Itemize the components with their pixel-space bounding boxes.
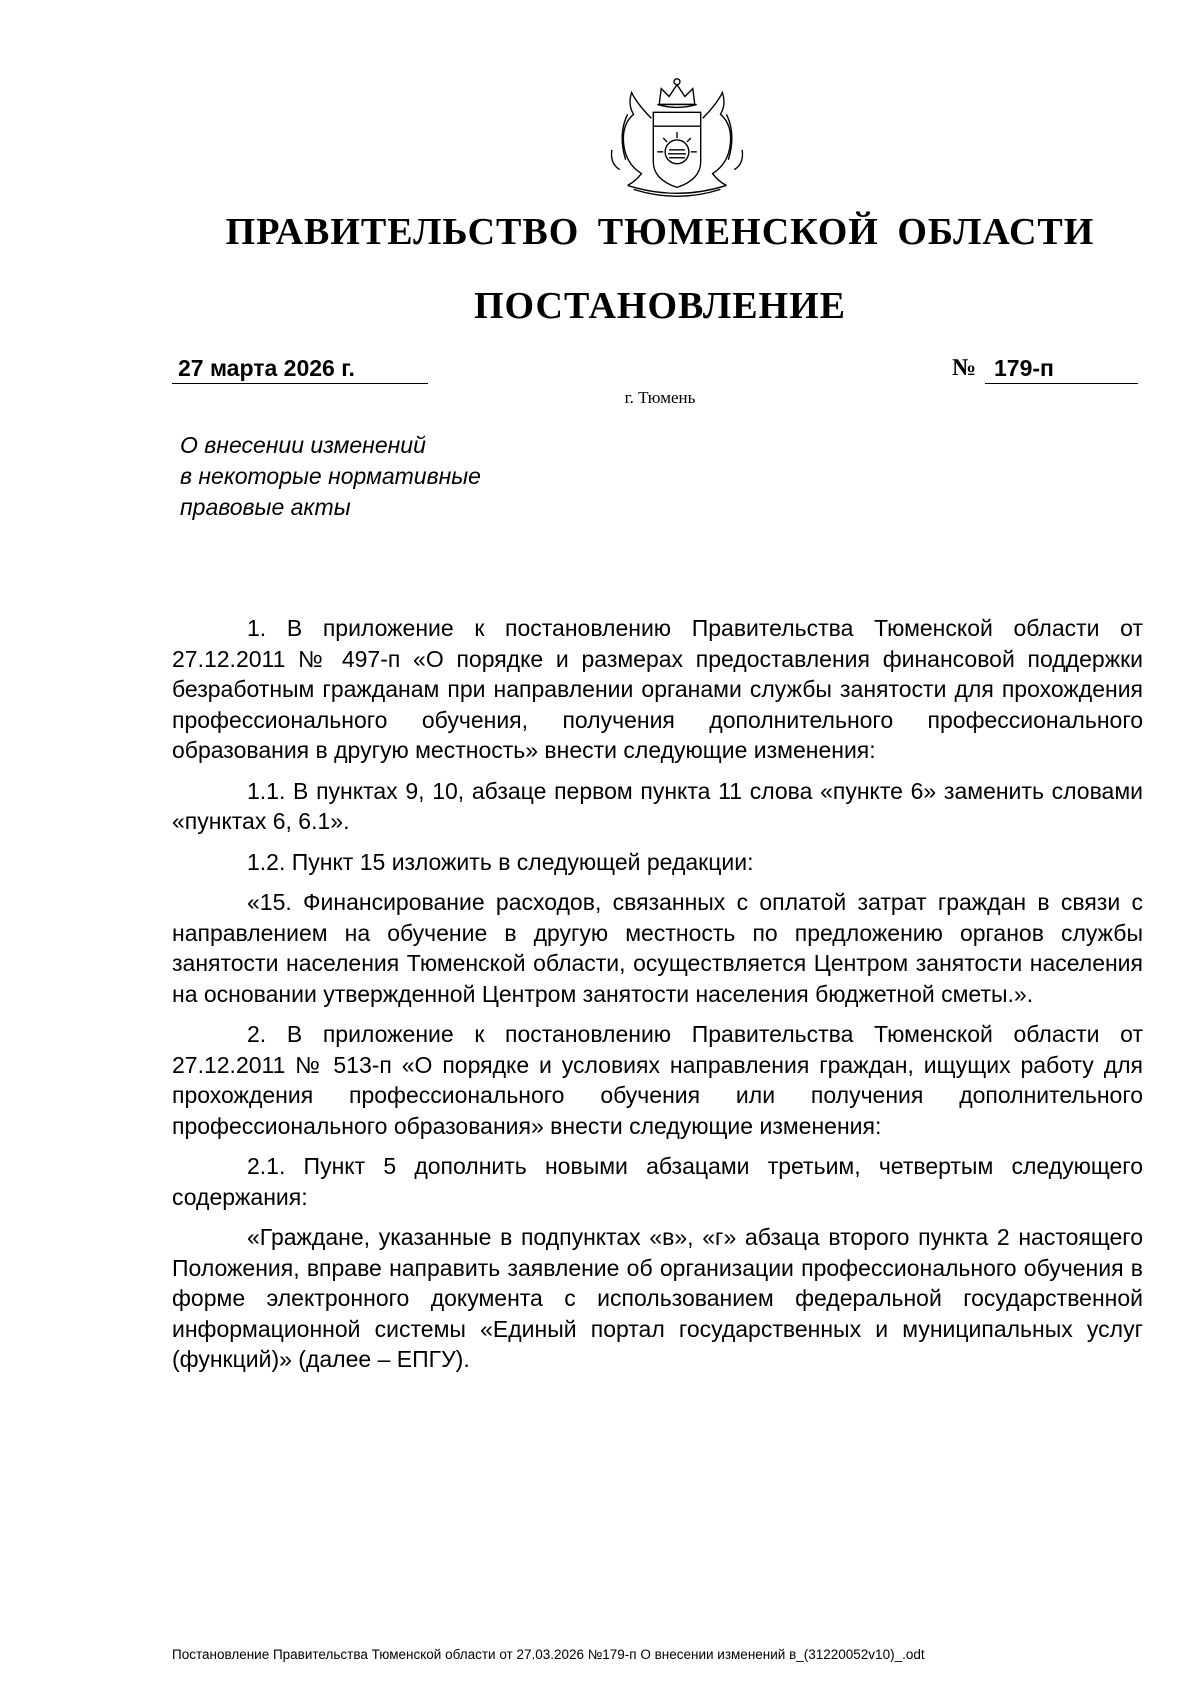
body-paragraph: 1.2. Пункт 15 изложить в следующей редакции:	[247, 848, 754, 875]
document-city: г. Тюмень	[624, 388, 696, 407]
document-body	[172, 613, 1143, 1385]
document-subject	[180, 430, 580, 523]
coat-of-arms-icon	[598, 74, 756, 204]
organization-title: ПРАВИТЕЛЬСТВО ТЮМЕНСКОЙ ОБЛАСТИ	[225, 211, 1095, 253]
body-paragraph: 1.1. В пунктах 9, 10, абзаце первом пункта 11 слова «пункте 6» заменить словами «пунктах 6, 6.1».	[172, 777, 1143, 834]
subject-line: в некоторые нормативные	[180, 463, 481, 489]
document-footer: Постановление Правительства Тюменской области от 27.03.2026 №179-п О внесении изменений в_(31220052v10)_.odt	[172, 1647, 925, 1662]
subject-line: правовые акты	[180, 494, 351, 520]
body-paragraph: «15. Финансирование расходов, связанных с оплатой затрат граждан в связи с направлением на обучение в другую местность по предложению органов службы занятости населения Тюменской области, осуществляется Центром занятости населения на основании утвержденной Центром занятости населения бюджетной сметы.».	[172, 889, 1143, 1007]
document-date: 27 марта 2026 г.	[172, 354, 428, 384]
subject-line: О внесении изменений	[180, 432, 426, 458]
body-paragraph: «Граждане, указанные в подпунктах «в», «г» абзаца второго пункта 2 настоящего Положения, вправе направить заявление об организации профессионального обучения в форме электронного документа с использованием федеральной государственной информационной системы «Единый портал государственных и муниципальных услуг (функций)» (далее – ЕПГУ).	[172, 1224, 1143, 1372]
number-sign: №	[952, 355, 977, 381]
body-paragraph: 1. В приложение к постановлению Правительства Тюменской области от 27.12.2011 № 497-п «О порядке и размерах предоставления финансовой поддержки безработным гражданам при направлении органами службы занятости для прохождения профессионального обучения, получения дополнительного профессионального образования в другую местность» внести следующие изменения:	[172, 615, 1143, 763]
body-paragraph: 2. В приложение к постановлению Правительства Тюменской области от 27.12.2011 № 513-п «О порядке и условиях направления граждан, ищущих работу для прохождения профессионального обучения или получения дополнительного профессионального образования» внести следующие изменения:	[172, 1021, 1143, 1139]
body-paragraph: 2.1. Пункт 5 дополнить новыми абзацами третьим, четвертым следующего содержания:	[172, 1153, 1143, 1210]
document-type: ПОСТАНОВЛЕНИЕ	[473, 285, 847, 327]
document-number: 179-п	[985, 354, 1138, 384]
